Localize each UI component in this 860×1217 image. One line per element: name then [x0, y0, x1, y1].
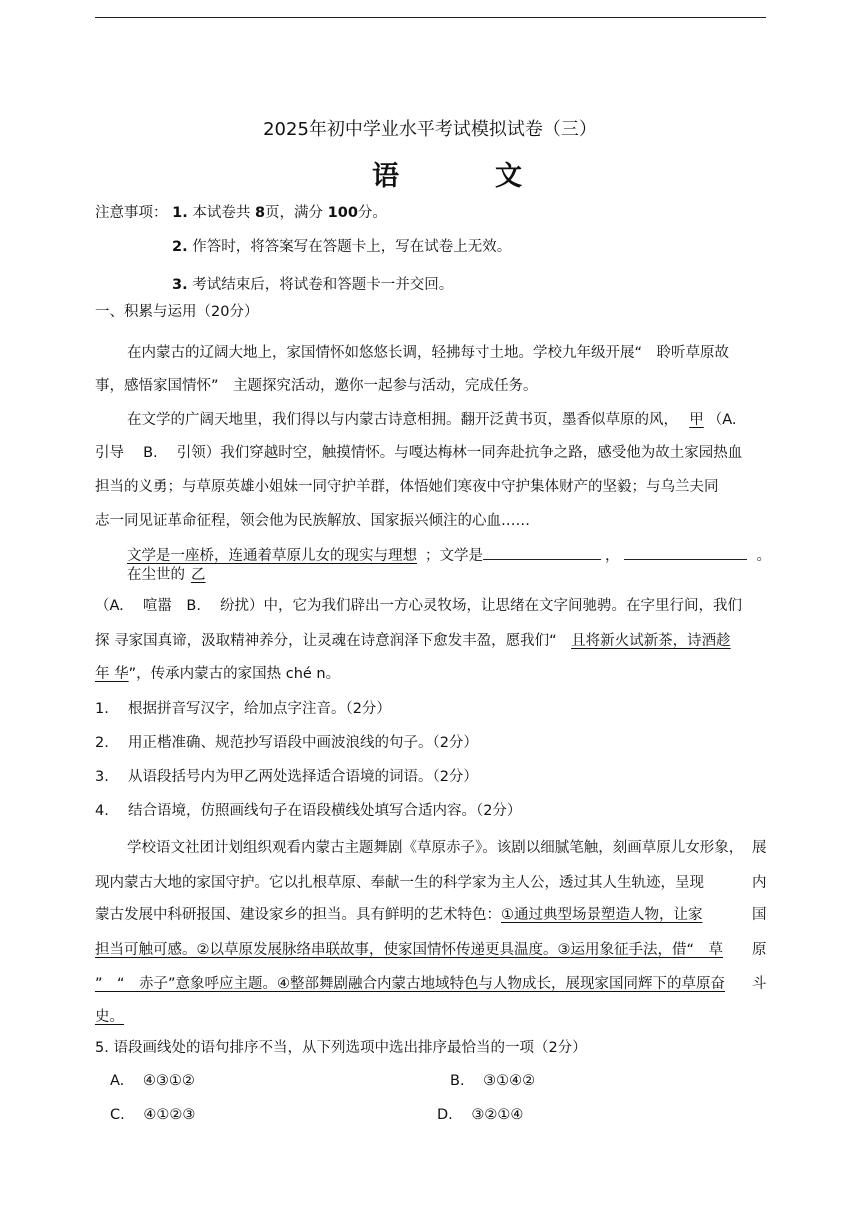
- quoted-poem-end: 年 华: [95, 666, 129, 682]
- para2-line-1: [127, 544, 771, 566]
- para1-line-2: 引导 B. 引领）我们穿越时空，触摸情怀。与嘎达梅林一同奔赴抗争之路，感受他为故土家园热血: [95, 445, 743, 461]
- para3-line-1: 学校语文社团计划组织观看内蒙古主题舞剧《草原赤子》。该剧以细腻笔触，刻画草原儿女形象，: [127, 840, 744, 856]
- para1-line-3: 担当的义勇；与草原英雄小姐妹一同守护羊群，体悟她们寒夜中守护集体财产的坚毅；与乌兰夫同: [95, 479, 719, 495]
- note-1-score: 100: [327, 205, 358, 221]
- ordered-sentence-1: ①通过典型场景塑造人物，让家: [501, 907, 703, 923]
- option-a: [110, 1071, 195, 1091]
- para3-line-3: [95, 905, 703, 925]
- para1-line-1: [127, 410, 737, 430]
- para2-period: 。: [756, 548, 771, 564]
- notes-line-1: [95, 203, 387, 223]
- para2-line-2: [127, 565, 206, 585]
- exam-title: 2025年初中学业水平考试模拟试卷（三）: [263, 119, 597, 140]
- option-d-text: ③②①④: [471, 1107, 524, 1123]
- option-b-text: ③①④②: [483, 1073, 536, 1089]
- para3-line-2: 现内蒙古大地的家国守护。它以扎根草原、奉献一生的科学家为主人公，透过其人生轨迹，呈现: [95, 875, 704, 891]
- option-c: [110, 1105, 195, 1125]
- subject-title: [372, 160, 522, 194]
- question-2: 2. 用正楷准确、规范抄写语段中画波浪线的句子。（2分）: [95, 735, 478, 751]
- fill-blank-1: [483, 544, 601, 560]
- notes-line-2: [172, 237, 511, 257]
- para1-line-4: 志一同见证革命征程，领会他为民族解放、国家振兴倾注的心血……: [95, 513, 530, 529]
- intro-line-1: 在内蒙古的辽阔大地上，家国情怀如悠悠长调，轻拂每寸土地。学校九年级开展“ 聆听草原故: [127, 345, 730, 361]
- note-1-text-a: 本试卷共: [192, 205, 251, 221]
- para2-line-4: [95, 631, 731, 651]
- note-1-pages: 8: [254, 205, 266, 221]
- section-heading: 一、积累与运用（20分）: [95, 304, 259, 320]
- blank-jia: 甲: [689, 412, 704, 428]
- header-rule: [95, 17, 766, 18]
- quoted-poem: 且将新火试新茶，诗酒趁: [571, 633, 731, 649]
- question-3: 3. 从语段括号内为甲乙两处选择适合语境的词语。（2分）: [95, 769, 478, 785]
- note-1-text-b: 页，满分: [265, 205, 324, 221]
- question-1: 1. 根据拼音写汉字，给加点字注音。（2分）: [95, 701, 391, 717]
- para2-line-4-text: 探 寻家国真谛，汲取精神养分，让灵魂在诗意润泽下愈发丰盈，愿我们“: [95, 633, 572, 649]
- para2-line-1-text: ；文学是: [425, 548, 483, 564]
- option-a-text: ④③①②: [142, 1073, 195, 1089]
- para3-line-3-text: 蒙古发展中科研报国、建设家乡的担当。具有鲜明的艺术特色：: [95, 907, 501, 923]
- note-2-text: 作答时，将答案写在答题卡上，写在试卷上无效。: [192, 239, 512, 255]
- note-2-number: 2.: [172, 239, 188, 255]
- note-3-number: 3.: [172, 277, 188, 293]
- para3-line-3-end: 国: [752, 907, 767, 923]
- fill-blank-2: [624, 544, 747, 560]
- note-1-number: 1.: [172, 205, 188, 221]
- para3-line-5: ” “ 赤子”意象呼应主题。④整部舞剧融合内蒙古地域特色与人物成长，展现家国同辉下的草原奋: [95, 976, 726, 992]
- option-d: [437, 1105, 523, 1125]
- note-3-text: 考试结束后，将试卷和答题卡一并交回。: [192, 277, 454, 293]
- para3-line-5-end: 斗: [752, 976, 767, 992]
- option-a-label: A.: [110, 1073, 125, 1089]
- blank-yi: 乙: [191, 567, 206, 583]
- para2-comma: ，: [605, 548, 620, 564]
- question-5: 5. 语段画线处的语句排序不当，从下列选项中选出排序最恰当的一项（2分）: [95, 1040, 587, 1056]
- para2-line-2-text: 在尘世的: [127, 567, 185, 583]
- para3-line-4-end: 原: [752, 942, 767, 958]
- option-c-text: ④①②③: [143, 1107, 196, 1123]
- para1-line-1-option: （A.: [707, 412, 737, 428]
- para2-line-5: [95, 664, 340, 684]
- para2-line-3: （A. 喧嚣 B. 纷扰）中，它为我们辟出一方心灵牧场，让思绪在文字间驰骋。在字里行间，我们: [95, 598, 743, 614]
- para2-line-5-text: ”，传承内蒙古的家国热 ché n。: [128, 666, 341, 682]
- para1-line-1-text: 在文学的广阔天地里，我们得以与内蒙古诗意相拥。翻开泛黄书页，墨香似草原的风，: [127, 412, 686, 428]
- para3-line-6: 史。: [95, 1009, 124, 1025]
- notes-line-3: [172, 275, 453, 295]
- subject-char-1: 语: [372, 161, 399, 192]
- model-sentence: 文学是一座桥，连通着草原儿女的现实与理想: [127, 548, 417, 564]
- option-b: [450, 1071, 535, 1091]
- para3-line-2-end: 内: [752, 875, 767, 891]
- intro-line-2: 事，感悟家国情怀” 主题探究活动，邀你一起参与活动，完成任务。: [95, 378, 538, 394]
- question-4: 4. 结合语境，仿照画线句子在语段横线处填写合适内容。（2分）: [95, 803, 522, 819]
- option-d-label: D.: [437, 1107, 453, 1123]
- para3-line-4: 担当可触可感。②以草原发展脉络串联故事，使家国情怀传递更具温度。③运用象征手法，借“ 草: [95, 942, 724, 958]
- note-1-text-c: 分。: [357, 205, 387, 221]
- notes-label: 注意事项：: [95, 205, 168, 221]
- para3-line-1-end: 展: [752, 840, 767, 856]
- option-c-label: C.: [110, 1107, 125, 1123]
- subject-char-2: 文: [495, 161, 522, 192]
- option-b-label: B.: [450, 1073, 465, 1089]
